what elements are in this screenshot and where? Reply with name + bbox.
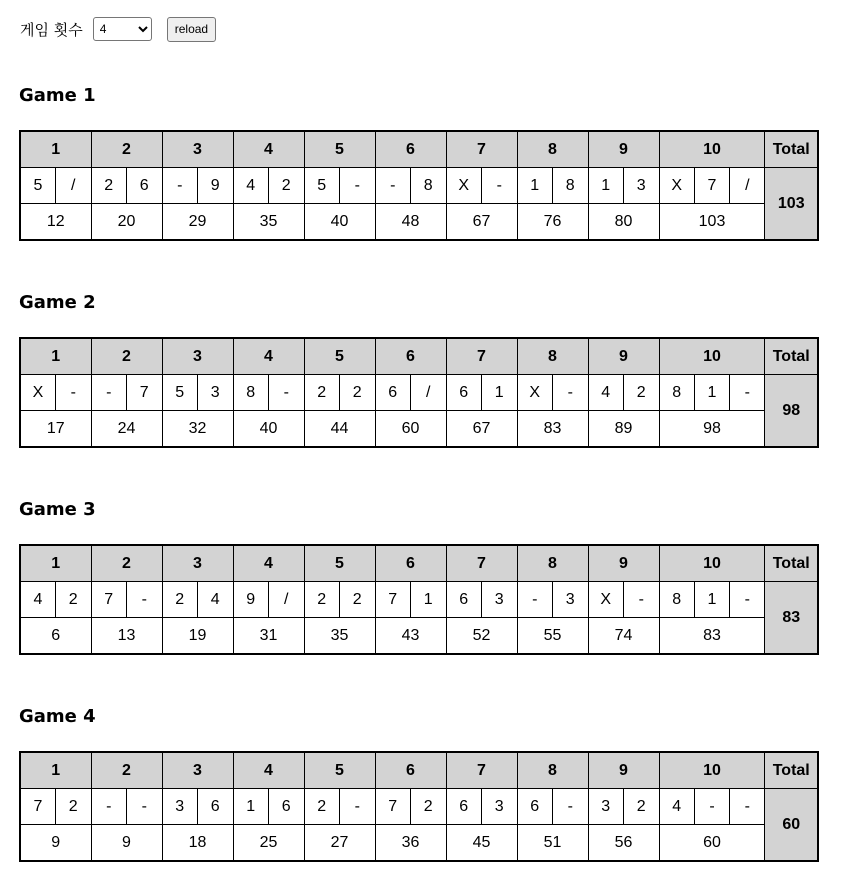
- roll-cell: 7: [20, 789, 56, 825]
- frame-number: 2: [91, 752, 162, 789]
- roll-cell: 3: [198, 375, 234, 411]
- roll-cell: 6: [446, 582, 482, 618]
- frame-number: 1: [20, 131, 91, 168]
- roll-cell: 7: [375, 582, 411, 618]
- roll-cell: -: [730, 582, 765, 618]
- roll-cell: 2: [162, 582, 198, 618]
- rolls-row: [20, 375, 818, 411]
- frame-number: 6: [375, 752, 446, 789]
- roll-cell: 4: [588, 375, 624, 411]
- roll-cell: 5: [304, 168, 340, 204]
- roll-cell: 2: [269, 168, 305, 204]
- roll-cell: 8: [659, 375, 694, 411]
- frame-number: 4: [233, 131, 304, 168]
- roll-cell: -: [56, 375, 92, 411]
- roll-cell: 2: [340, 582, 376, 618]
- roll-cell: 2: [304, 582, 340, 618]
- roll-cell: 1: [694, 582, 729, 618]
- cumulative-score: 9: [20, 825, 91, 862]
- roll-cell: -: [162, 168, 198, 204]
- roll-cell: 4: [198, 582, 234, 618]
- frame-number: 4: [233, 338, 304, 375]
- frame-number: 6: [375, 131, 446, 168]
- frame-number: 1: [20, 545, 91, 582]
- frame-number: 1: [20, 752, 91, 789]
- roll-cell: 3: [482, 789, 518, 825]
- roll-cell: 8: [553, 168, 589, 204]
- cumulative-score: 35: [233, 204, 304, 241]
- frame-number: 8: [517, 131, 588, 168]
- cumulative-score: 74: [588, 618, 659, 655]
- game-total: 103: [765, 168, 818, 241]
- cumulative-score: 12: [20, 204, 91, 241]
- roll-cell: /: [269, 582, 305, 618]
- frame-number: 9: [588, 338, 659, 375]
- cumulative-row: [20, 204, 818, 241]
- roll-cell: -: [127, 582, 163, 618]
- roll-cell: 7: [127, 375, 163, 411]
- cumulative-score: 9: [91, 825, 162, 862]
- roll-cell: 5: [20, 168, 56, 204]
- roll-cell: 6: [446, 375, 482, 411]
- game-section: [19, 84, 810, 230]
- cumulative-score: 51: [517, 825, 588, 862]
- roll-cell: -: [375, 168, 411, 204]
- roll-cell: 2: [411, 789, 447, 825]
- frame-number: 10: [659, 338, 765, 375]
- frame-number: 5: [304, 752, 375, 789]
- cumulative-score: 56: [588, 825, 659, 862]
- frame-header-row: [20, 338, 818, 375]
- cumulative-score: 27: [304, 825, 375, 862]
- roll-cell: 2: [624, 789, 660, 825]
- frame-number: 1: [20, 338, 91, 375]
- roll-cell: 6: [269, 789, 305, 825]
- roll-cell: 9: [198, 168, 234, 204]
- roll-cell: 2: [56, 789, 92, 825]
- frame-number: 7: [446, 131, 517, 168]
- cumulative-score: 60: [659, 825, 765, 862]
- cumulative-score: 98: [659, 411, 765, 448]
- roll-cell: -: [624, 582, 660, 618]
- roll-cell: 6: [446, 789, 482, 825]
- roll-cell: 4: [233, 168, 269, 204]
- scorecard-table: [19, 337, 819, 448]
- cumulative-score: 83: [517, 411, 588, 448]
- roll-cell: -: [553, 375, 589, 411]
- roll-cell: /: [411, 375, 447, 411]
- frame-number: 8: [517, 338, 588, 375]
- cumulative-row: [20, 411, 818, 448]
- game-total: 60: [765, 789, 818, 862]
- cumulative-score: 31: [233, 618, 304, 655]
- scorecard-table: [19, 544, 819, 655]
- roll-cell: 8: [659, 582, 694, 618]
- cumulative-score: 20: [91, 204, 162, 241]
- roll-cell: -: [340, 789, 376, 825]
- roll-cell: 2: [304, 375, 340, 411]
- frame-header-row: [20, 752, 818, 789]
- roll-cell: 5: [162, 375, 198, 411]
- reload-button[interactable]: reload: [167, 17, 216, 42]
- roll-cell: 9: [233, 582, 269, 618]
- cumulative-score: 67: [446, 411, 517, 448]
- roll-cell: X: [20, 375, 56, 411]
- frame-number: 7: [446, 545, 517, 582]
- rolls-row: [20, 789, 818, 825]
- cumulative-score: 40: [304, 204, 375, 241]
- cumulative-score: 36: [375, 825, 446, 862]
- roll-cell: 6: [517, 789, 553, 825]
- scorecard-table: [19, 130, 819, 241]
- roll-cell: -: [340, 168, 376, 204]
- roll-cell: -: [269, 375, 305, 411]
- roll-cell: 4: [20, 582, 56, 618]
- roll-cell: -: [127, 789, 163, 825]
- roll-cell: /: [56, 168, 92, 204]
- cumulative-score: 6: [20, 618, 91, 655]
- frame-number: 5: [304, 338, 375, 375]
- roll-cell: 7: [91, 582, 127, 618]
- frame-number: 4: [233, 545, 304, 582]
- roll-cell: 1: [517, 168, 553, 204]
- cumulative-score: 48: [375, 204, 446, 241]
- roll-cell: 3: [482, 582, 518, 618]
- cumulative-score: 44: [304, 411, 375, 448]
- game-title: Game 3: [19, 499, 96, 520]
- roll-cell: 3: [162, 789, 198, 825]
- roll-cell: 2: [304, 789, 340, 825]
- cumulative-score: 17: [20, 411, 91, 448]
- roll-cell: 3: [553, 582, 589, 618]
- frame-number: 2: [91, 131, 162, 168]
- roll-cell: 1: [694, 375, 729, 411]
- roll-cell: 6: [375, 375, 411, 411]
- total-header: Total: [765, 545, 818, 582]
- roll-cell: -: [694, 789, 729, 825]
- cumulative-score: 43: [375, 618, 446, 655]
- game-title: Game 4: [19, 706, 96, 727]
- frame-number: 2: [91, 338, 162, 375]
- game-total: 98: [765, 375, 818, 448]
- roll-cell: /: [730, 168, 765, 204]
- frame-header-row: [20, 545, 818, 582]
- roll-cell: 3: [624, 168, 660, 204]
- roll-cell: X: [446, 168, 482, 204]
- roll-cell: 6: [127, 168, 163, 204]
- frame-header-row: [20, 131, 818, 168]
- rolls-row: [20, 582, 818, 618]
- total-header: Total: [765, 752, 818, 789]
- frame-number: 3: [162, 752, 233, 789]
- game-title: Game 2: [19, 292, 96, 313]
- frame-number: 9: [588, 131, 659, 168]
- frame-number: 7: [446, 752, 517, 789]
- cumulative-score: 55: [517, 618, 588, 655]
- cumulative-score: 19: [162, 618, 233, 655]
- cumulative-row: [20, 618, 818, 655]
- cumulative-score: 52: [446, 618, 517, 655]
- roll-cell: 7: [694, 168, 729, 204]
- cumulative-score: 40: [233, 411, 304, 448]
- game-count-label: 게임 횟수: [20, 20, 83, 39]
- roll-cell: X: [588, 582, 624, 618]
- frame-number: 2: [91, 545, 162, 582]
- roll-cell: -: [517, 582, 553, 618]
- cumulative-score: 103: [659, 204, 765, 241]
- roll-cell: 2: [56, 582, 92, 618]
- cumulative-row: [20, 825, 818, 862]
- roll-cell: 2: [624, 375, 660, 411]
- game-section: [19, 498, 810, 644]
- cumulative-score: 25: [233, 825, 304, 862]
- scorecard-table: [19, 751, 819, 862]
- cumulative-score: 67: [446, 204, 517, 241]
- cumulative-score: 80: [588, 204, 659, 241]
- cumulative-score: 32: [162, 411, 233, 448]
- cumulative-score: 29: [162, 204, 233, 241]
- cumulative-score: 18: [162, 825, 233, 862]
- frame-number: 6: [375, 338, 446, 375]
- controls-bar: [20, 16, 216, 42]
- roll-cell: 1: [482, 375, 518, 411]
- cumulative-score: 45: [446, 825, 517, 862]
- frame-number: 10: [659, 545, 765, 582]
- cumulative-score: 35: [304, 618, 375, 655]
- cumulative-score: 24: [91, 411, 162, 448]
- game-section: [19, 705, 810, 851]
- roll-cell: -: [91, 789, 127, 825]
- frame-number: 10: [659, 131, 765, 168]
- total-header: Total: [765, 131, 818, 168]
- game-count-select[interactable]: [93, 17, 152, 41]
- frame-number: 9: [588, 752, 659, 789]
- cumulative-score: 83: [659, 618, 765, 655]
- game-title: Game 1: [19, 85, 96, 106]
- frame-number: 5: [304, 131, 375, 168]
- roll-cell: 1: [411, 582, 447, 618]
- game-total: 83: [765, 582, 818, 655]
- rolls-row: [20, 168, 818, 204]
- frame-number: 3: [162, 131, 233, 168]
- cumulative-score: 60: [375, 411, 446, 448]
- cumulative-score: 76: [517, 204, 588, 241]
- roll-cell: 8: [411, 168, 447, 204]
- frame-number: 8: [517, 752, 588, 789]
- roll-cell: -: [730, 375, 765, 411]
- roll-cell: 2: [340, 375, 376, 411]
- roll-cell: -: [91, 375, 127, 411]
- cumulative-score: 13: [91, 618, 162, 655]
- frame-number: 8: [517, 545, 588, 582]
- roll-cell: 6: [198, 789, 234, 825]
- roll-cell: X: [659, 168, 694, 204]
- total-header: Total: [765, 338, 818, 375]
- frame-number: 6: [375, 545, 446, 582]
- frame-number: 10: [659, 752, 765, 789]
- roll-cell: 1: [233, 789, 269, 825]
- roll-cell: -: [730, 789, 765, 825]
- frame-number: 3: [162, 338, 233, 375]
- roll-cell: 1: [588, 168, 624, 204]
- frame-number: 7: [446, 338, 517, 375]
- roll-cell: 2: [91, 168, 127, 204]
- roll-cell: -: [553, 789, 589, 825]
- frame-number: 9: [588, 545, 659, 582]
- frame-number: 5: [304, 545, 375, 582]
- frame-number: 4: [233, 752, 304, 789]
- roll-cell: 8: [233, 375, 269, 411]
- roll-cell: 7: [375, 789, 411, 825]
- roll-cell: -: [482, 168, 518, 204]
- roll-cell: 3: [588, 789, 624, 825]
- cumulative-score: 89: [588, 411, 659, 448]
- frame-number: 3: [162, 545, 233, 582]
- roll-cell: X: [517, 375, 553, 411]
- roll-cell: 4: [659, 789, 694, 825]
- game-section: [19, 291, 810, 437]
